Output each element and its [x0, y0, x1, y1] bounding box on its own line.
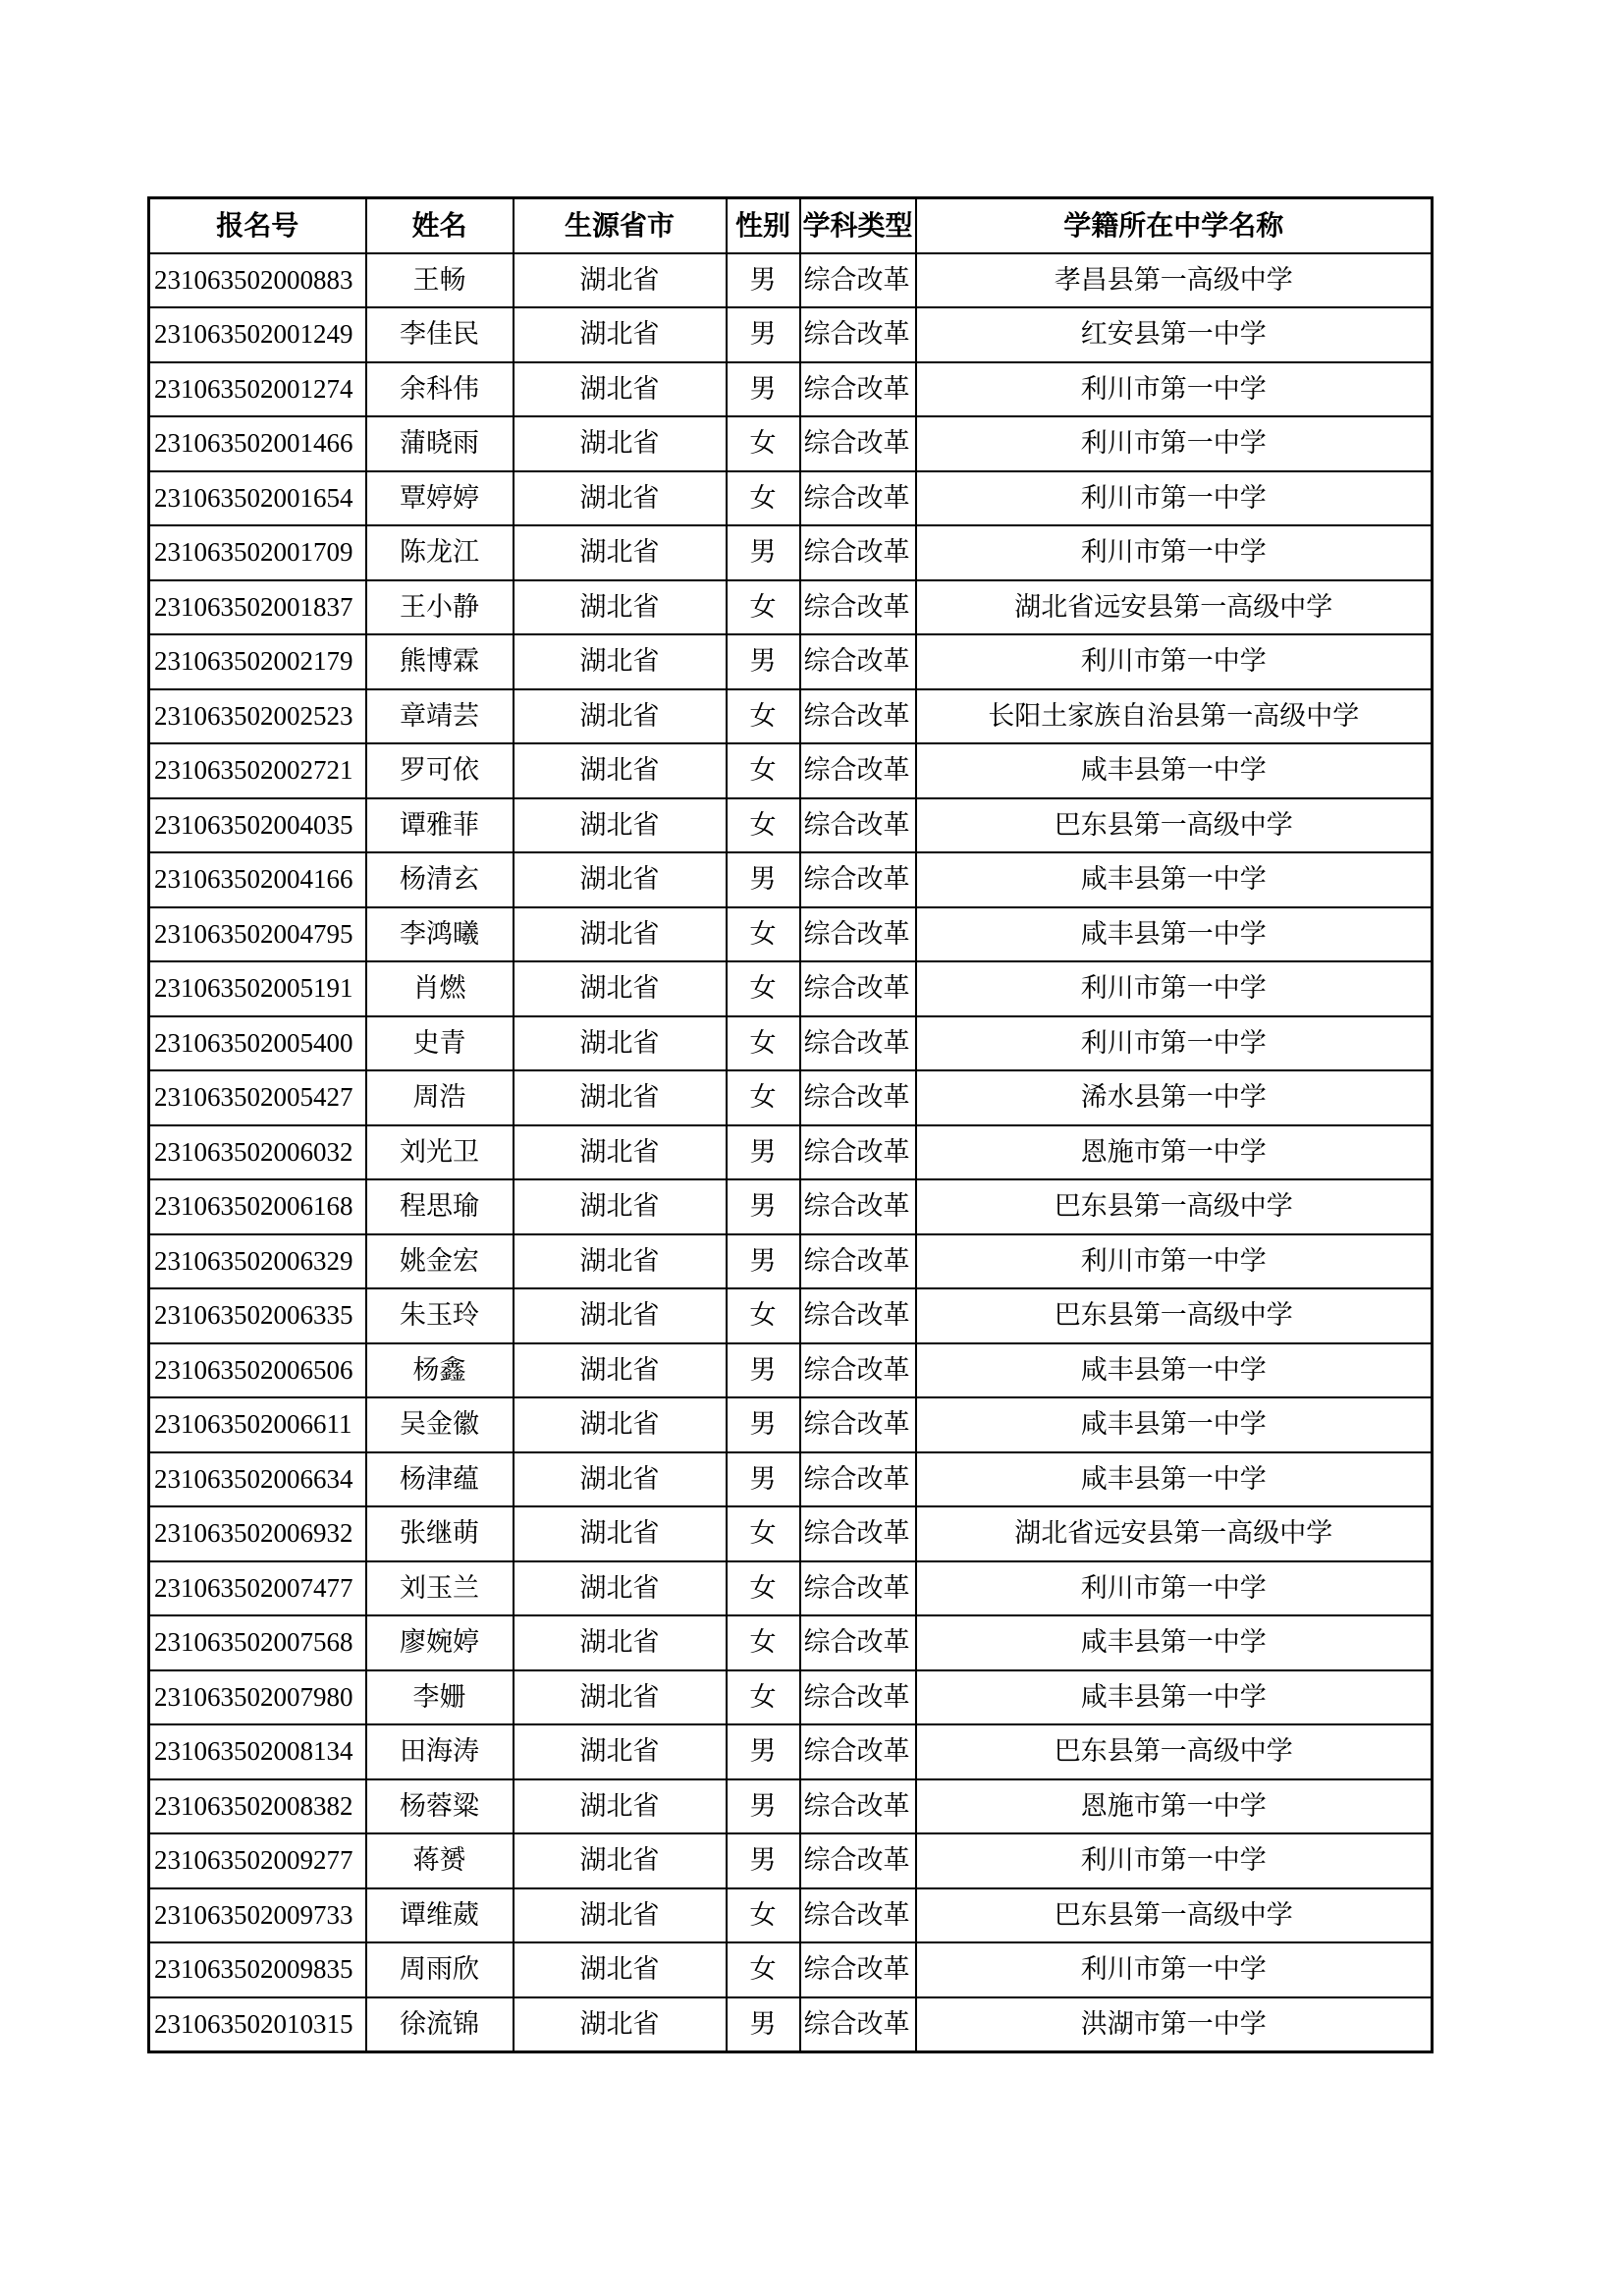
table-row	[149, 1288, 1433, 1343]
high-school-cell: 浠水县第一中学	[916, 1070, 1433, 1125]
name-cell: 吴金徽	[366, 1397, 514, 1452]
registration-number-cell: 231063502007568	[149, 1615, 366, 1670]
high-school-cell: 巴东县第一高级中学	[916, 798, 1433, 853]
origin-province-cell: 湖北省	[514, 689, 727, 744]
registration-number-cell: 231063502001837	[149, 580, 366, 635]
name-cell: 史青	[366, 1016, 514, 1071]
name-cell: 田海涛	[366, 1724, 514, 1779]
origin-province-cell: 湖北省	[514, 1997, 727, 2052]
name-cell: 徐流锦	[366, 1997, 514, 2052]
name-cell: 陈龙江	[366, 525, 514, 580]
origin-province-cell: 湖北省	[514, 1670, 727, 1725]
registration-number-cell: 231063502006335	[149, 1288, 366, 1343]
origin-province-cell: 湖北省	[514, 961, 727, 1016]
name-cell: 杨清玄	[366, 852, 514, 907]
gender-cell: 女	[727, 1506, 800, 1561]
subject-type-cell: 综合改革	[800, 1179, 916, 1234]
name-cell: 张继萌	[366, 1506, 514, 1561]
high-school-cell: 利川市第一中学	[916, 525, 1433, 580]
subject-type-cell: 综合改革	[800, 362, 916, 417]
subject-type-cell: 综合改革	[800, 471, 916, 526]
table-row	[149, 1125, 1433, 1180]
name-cell: 刘光卫	[366, 1125, 514, 1180]
high-school-cell: 孝昌县第一高级中学	[916, 253, 1433, 308]
registration-number-cell: 231063502008382	[149, 1779, 366, 1834]
high-school-cell: 巴东县第一高级中学	[916, 1288, 1433, 1343]
high-school-cell: 咸丰县第一中学	[916, 743, 1433, 798]
subject-type-cell: 综合改革	[800, 1833, 916, 1888]
table-row	[149, 689, 1433, 744]
gender-cell: 女	[727, 689, 800, 744]
name-cell: 谭维葳	[366, 1888, 514, 1943]
subject-type-cell: 综合改革	[800, 525, 916, 580]
registration-number-cell: 231063502006168	[149, 1179, 366, 1234]
subject-type-cell: 综合改革	[800, 1343, 916, 1398]
subject-type-cell: 综合改革	[800, 1234, 916, 1289]
name-cell: 廖婉婷	[366, 1615, 514, 1670]
gender-cell: 男	[727, 1997, 800, 2052]
origin-province-cell: 湖北省	[514, 1397, 727, 1452]
header-name: 姓名	[366, 198, 514, 253]
origin-province-cell: 湖北省	[514, 1288, 727, 1343]
name-cell: 蒋赟	[366, 1833, 514, 1888]
gender-cell: 女	[727, 580, 800, 635]
high-school-cell: 咸丰县第一中学	[916, 1397, 1433, 1452]
table-row	[149, 1016, 1433, 1071]
gender-cell: 女	[727, 1888, 800, 1943]
gender-cell: 女	[727, 798, 800, 853]
registration-number-cell: 231063502006611	[149, 1397, 366, 1452]
gender-cell: 男	[727, 1724, 800, 1779]
table-row	[149, 1942, 1433, 1997]
subject-type-cell: 综合改革	[800, 1615, 916, 1670]
roster-body	[149, 253, 1433, 2052]
name-cell: 蒲晓雨	[366, 416, 514, 471]
table-row	[149, 1179, 1433, 1234]
table-row	[149, 471, 1433, 526]
subject-type-cell: 综合改革	[800, 1888, 916, 1943]
registration-number-cell: 231063502005427	[149, 1070, 366, 1125]
name-cell: 程思瑜	[366, 1179, 514, 1234]
name-cell: 覃婷婷	[366, 471, 514, 526]
subject-type-cell: 综合改革	[800, 1724, 916, 1779]
subject-type-cell: 综合改革	[800, 743, 916, 798]
subject-type-cell: 综合改革	[800, 1997, 916, 2052]
subject-type-cell: 综合改革	[800, 580, 916, 635]
name-cell: 周浩	[366, 1070, 514, 1125]
origin-province-cell: 湖北省	[514, 1942, 727, 1997]
high-school-cell: 利川市第一中学	[916, 1561, 1433, 1616]
registration-number-cell: 231063502006329	[149, 1234, 366, 1289]
high-school-cell: 洪湖市第一中学	[916, 1997, 1433, 2052]
registration-number-cell: 231063502001249	[149, 307, 366, 362]
gender-cell: 女	[727, 1670, 800, 1725]
registration-number-cell: 231063502005400	[149, 1016, 366, 1071]
name-cell: 杨蓉粱	[366, 1779, 514, 1834]
gender-cell: 女	[727, 1016, 800, 1071]
registration-number-cell: 231063502001274	[149, 362, 366, 417]
subject-type-cell: 综合改革	[800, 689, 916, 744]
table-header-row	[149, 198, 1433, 253]
high-school-cell: 利川市第一中学	[916, 1942, 1433, 1997]
table-row	[149, 1343, 1433, 1398]
subject-type-cell: 综合改革	[800, 1125, 916, 1180]
gender-cell: 男	[727, 362, 800, 417]
table-row	[149, 253, 1433, 308]
registration-number-cell: 231063502006634	[149, 1452, 366, 1507]
high-school-cell: 利川市第一中学	[916, 471, 1433, 526]
origin-province-cell: 湖北省	[514, 525, 727, 580]
subject-type-cell: 综合改革	[800, 253, 916, 308]
gender-cell: 男	[727, 634, 800, 689]
gender-cell: 男	[727, 1779, 800, 1834]
high-school-cell: 湖北省远安县第一高级中学	[916, 1506, 1433, 1561]
registration-number-cell: 231063502002179	[149, 634, 366, 689]
registration-number-cell: 231063502004795	[149, 907, 366, 962]
high-school-cell: 利川市第一中学	[916, 634, 1433, 689]
registration-number-cell: 231063502006032	[149, 1125, 366, 1180]
table-row	[149, 307, 1433, 362]
registration-number-cell: 231063502002721	[149, 743, 366, 798]
registration-number-cell: 231063502009835	[149, 1942, 366, 1997]
table-row	[149, 362, 1433, 417]
name-cell: 王小静	[366, 580, 514, 635]
table-row	[149, 907, 1433, 962]
registration-number-cell: 231063502002523	[149, 689, 366, 744]
origin-province-cell: 湖北省	[514, 580, 727, 635]
high-school-cell: 咸丰县第一中学	[916, 1452, 1433, 1507]
table-row	[149, 416, 1433, 471]
registration-number-cell: 231063502010315	[149, 1997, 366, 2052]
table-row	[149, 1506, 1433, 1561]
name-cell: 李佳民	[366, 307, 514, 362]
registration-number-cell: 231063502006932	[149, 1506, 366, 1561]
name-cell: 罗可依	[366, 743, 514, 798]
name-cell: 朱玉玲	[366, 1288, 514, 1343]
subject-type-cell: 综合改革	[800, 1506, 916, 1561]
origin-province-cell: 湖北省	[514, 798, 727, 853]
gender-cell: 女	[727, 1561, 800, 1616]
name-cell: 周雨欣	[366, 1942, 514, 1997]
origin-province-cell: 湖北省	[514, 253, 727, 308]
subject-type-cell: 综合改革	[800, 1561, 916, 1616]
high-school-cell: 咸丰县第一中学	[916, 1670, 1433, 1725]
table-row	[149, 525, 1433, 580]
subject-type-cell: 综合改革	[800, 1670, 916, 1725]
table-row	[149, 1561, 1433, 1616]
table-row	[149, 634, 1433, 689]
origin-province-cell: 湖北省	[514, 1561, 727, 1616]
table-row	[149, 1397, 1433, 1452]
origin-province-cell: 湖北省	[514, 852, 727, 907]
table-row	[149, 1888, 1433, 1943]
header-gender: 性别	[727, 198, 800, 253]
table-row	[149, 1452, 1433, 1507]
header-high-school: 学籍所在中学名称	[916, 198, 1433, 253]
gender-cell: 男	[727, 1234, 800, 1289]
gender-cell: 男	[727, 1179, 800, 1234]
registration-number-cell: 231063502001466	[149, 416, 366, 471]
subject-type-cell: 综合改革	[800, 1070, 916, 1125]
origin-province-cell: 湖北省	[514, 1179, 727, 1234]
gender-cell: 男	[727, 525, 800, 580]
origin-province-cell: 湖北省	[514, 1016, 727, 1071]
origin-province-cell: 湖北省	[514, 1833, 727, 1888]
origin-province-cell: 湖北省	[514, 1125, 727, 1180]
high-school-cell: 咸丰县第一中学	[916, 907, 1433, 962]
high-school-cell: 恩施市第一中学	[916, 1779, 1433, 1834]
origin-province-cell: 湖北省	[514, 1506, 727, 1561]
subject-type-cell: 综合改革	[800, 634, 916, 689]
table-row	[149, 798, 1433, 853]
gender-cell: 女	[727, 471, 800, 526]
origin-province-cell: 湖北省	[514, 634, 727, 689]
origin-province-cell: 湖北省	[514, 1779, 727, 1834]
gender-cell: 男	[727, 1125, 800, 1180]
registration-number-cell: 231063502000883	[149, 253, 366, 308]
high-school-cell: 巴东县第一高级中学	[916, 1179, 1433, 1234]
header-registration-number: 报名号	[149, 198, 366, 253]
subject-type-cell: 综合改革	[800, 416, 916, 471]
origin-province-cell: 湖北省	[514, 1343, 727, 1398]
table-row	[149, 852, 1433, 907]
name-cell: 李鸿曦	[366, 907, 514, 962]
gender-cell: 女	[727, 907, 800, 962]
gender-cell: 男	[727, 307, 800, 362]
high-school-cell: 巴东县第一高级中学	[916, 1888, 1433, 1943]
high-school-cell: 利川市第一中学	[916, 1234, 1433, 1289]
subject-type-cell: 综合改革	[800, 1397, 916, 1452]
subject-type-cell: 综合改革	[800, 798, 916, 853]
origin-province-cell: 湖北省	[514, 471, 727, 526]
table-row	[149, 1234, 1433, 1289]
origin-province-cell: 湖北省	[514, 1888, 727, 1943]
subject-type-cell: 综合改革	[800, 1942, 916, 1997]
table-row	[149, 1724, 1433, 1779]
subject-type-cell: 综合改革	[800, 1016, 916, 1071]
origin-province-cell: 湖北省	[514, 907, 727, 962]
subject-type-cell: 综合改革	[800, 961, 916, 1016]
gender-cell: 女	[727, 1942, 800, 1997]
name-cell: 谭雅菲	[366, 798, 514, 853]
origin-province-cell: 湖北省	[514, 1070, 727, 1125]
gender-cell: 男	[727, 1343, 800, 1398]
high-school-cell: 利川市第一中学	[916, 416, 1433, 471]
high-school-cell: 巴东县第一高级中学	[916, 1724, 1433, 1779]
registration-number-cell: 231063502005191	[149, 961, 366, 1016]
gender-cell: 男	[727, 1452, 800, 1507]
name-cell: 肖燃	[366, 961, 514, 1016]
table-row	[149, 1779, 1433, 1834]
name-cell: 杨津蕴	[366, 1452, 514, 1507]
name-cell: 王畅	[366, 253, 514, 308]
high-school-cell: 咸丰县第一中学	[916, 1615, 1433, 1670]
gender-cell: 女	[727, 961, 800, 1016]
registration-number-cell: 231063502009733	[149, 1888, 366, 1943]
header-subject-type: 学科类型	[800, 198, 916, 253]
table-row	[149, 1833, 1433, 1888]
origin-province-cell: 湖北省	[514, 1234, 727, 1289]
roster-table	[147, 196, 1434, 2053]
registration-number-cell: 231063502001709	[149, 525, 366, 580]
registration-number-cell: 231063502001654	[149, 471, 366, 526]
origin-province-cell: 湖北省	[514, 416, 727, 471]
gender-cell: 男	[727, 253, 800, 308]
high-school-cell: 红安县第一中学	[916, 307, 1433, 362]
origin-province-cell: 湖北省	[514, 1452, 727, 1507]
name-cell: 刘玉兰	[366, 1561, 514, 1616]
name-cell: 杨鑫	[366, 1343, 514, 1398]
registration-number-cell: 231063502009277	[149, 1833, 366, 1888]
high-school-cell: 湖北省远安县第一高级中学	[916, 580, 1433, 635]
origin-province-cell: 湖北省	[514, 743, 727, 798]
high-school-cell: 利川市第一中学	[916, 1016, 1433, 1071]
subject-type-cell: 综合改革	[800, 907, 916, 962]
registration-number-cell: 231063502007477	[149, 1561, 366, 1616]
table-row	[149, 580, 1433, 635]
high-school-cell: 利川市第一中学	[916, 961, 1433, 1016]
gender-cell: 男	[727, 852, 800, 907]
table-row	[149, 1670, 1433, 1725]
name-cell: 姚金宏	[366, 1234, 514, 1289]
subject-type-cell: 综合改革	[800, 852, 916, 907]
gender-cell: 女	[727, 1615, 800, 1670]
subject-type-cell: 综合改革	[800, 307, 916, 362]
registration-number-cell: 231063502004166	[149, 852, 366, 907]
gender-cell: 女	[727, 1288, 800, 1343]
name-cell: 李姗	[366, 1670, 514, 1725]
registration-number-cell: 231063502008134	[149, 1724, 366, 1779]
subject-type-cell: 综合改革	[800, 1779, 916, 1834]
gender-cell: 男	[727, 1397, 800, 1452]
high-school-cell: 咸丰县第一中学	[916, 852, 1433, 907]
name-cell: 余科伟	[366, 362, 514, 417]
registration-number-cell: 231063502007980	[149, 1670, 366, 1725]
origin-province-cell: 湖北省	[514, 307, 727, 362]
table-row	[149, 1070, 1433, 1125]
high-school-cell: 恩施市第一中学	[916, 1125, 1433, 1180]
gender-cell: 女	[727, 416, 800, 471]
gender-cell: 男	[727, 1833, 800, 1888]
registration-number-cell: 231063502006506	[149, 1343, 366, 1398]
origin-province-cell: 湖北省	[514, 1724, 727, 1779]
high-school-cell: 长阳土家族自治县第一高级中学	[916, 689, 1433, 744]
registration-number-cell: 231063502004035	[149, 798, 366, 853]
table-row	[149, 1997, 1433, 2052]
table-row	[149, 1615, 1433, 1670]
name-cell: 章靖芸	[366, 689, 514, 744]
table-row	[149, 743, 1433, 798]
high-school-cell: 咸丰县第一中学	[916, 1343, 1433, 1398]
gender-cell: 女	[727, 743, 800, 798]
table-row	[149, 961, 1433, 1016]
header-origin-province: 生源省市	[514, 198, 727, 253]
gender-cell: 女	[727, 1070, 800, 1125]
high-school-cell: 利川市第一中学	[916, 1833, 1433, 1888]
subject-type-cell: 综合改革	[800, 1452, 916, 1507]
origin-province-cell: 湖北省	[514, 362, 727, 417]
name-cell: 熊博霖	[366, 634, 514, 689]
origin-province-cell: 湖北省	[514, 1615, 727, 1670]
high-school-cell: 利川市第一中学	[916, 362, 1433, 417]
subject-type-cell: 综合改革	[800, 1288, 916, 1343]
